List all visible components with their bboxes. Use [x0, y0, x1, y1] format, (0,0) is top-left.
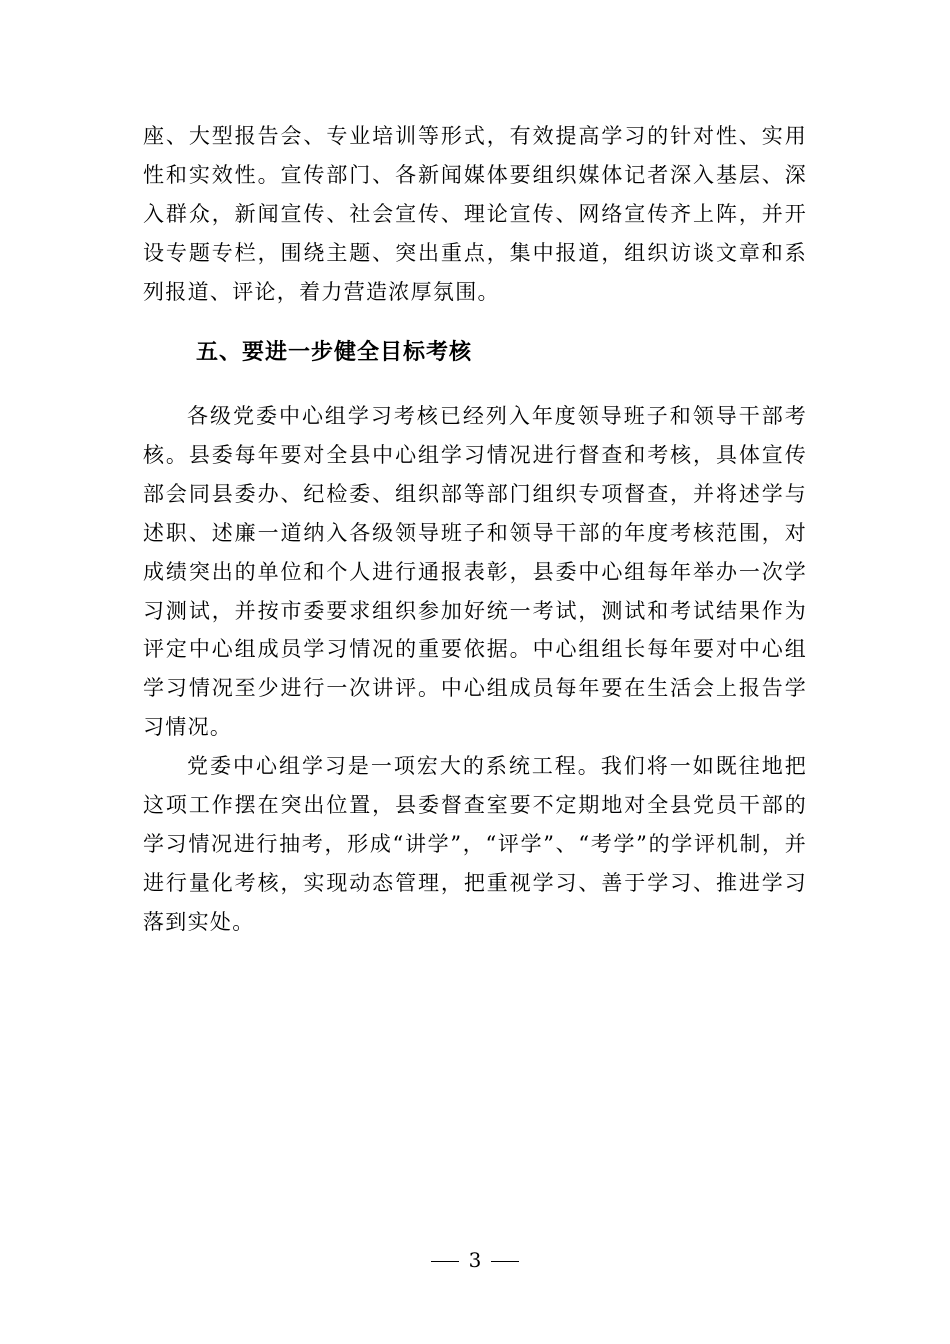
page-number: 3 — [468, 1248, 482, 1272]
paragraph-continued: 座、大型报告会、专业培训等形式，有效提高学习的针对性、实用性和实效性。宣传部门、各新闻媒体要组织媒体记者深入基层、深入群众，新闻宣传、社会宣传、理论宣传、网络宣传齐上阵，并开设专题专栏，围绕主题、突出重点，集中报道，组织访谈文章和系列报道、评论，着力营造浓厚氛围。 — [143, 124, 807, 304]
section-body — [143, 397, 807, 942]
page-footer — [0, 1246, 950, 1274]
footer-dash-left — [431, 1261, 459, 1262]
paragraph: 各级党委中心组学习考核已经列入年度领导班子和领导干部考核。县委每年要对全县中心组学习情况进行督查和考核，具体宣传部会同县委办、纪检委、组织部等部门组织专项督查，并将述学与述职、述廉一道纳入各级领导班子和领导干部的年度考核范围，对成绩突出的单位和个人进行通报表彰，县委中心组每年举办一次学习测试，并按市委要求组织参加好统一考试，测试和考试结果作为评定中心组成员学习情况的重要依据。中心组组长每年要对中心组学习情况至少进行一次讲评。中心组成员每年要在生活会上报告学习情况。 — [143, 404, 807, 740]
paragraph: 党委中心组学习是一项宏大的系统工程。我们将一如既往地把这项工作摆在突出位置，县委督查室要不定期地对全县党员干部的学习情况进行抽考，形成“讲学”，“评学”、“考学”的学评机制，并进行量化考核，实现动态管理，把重视学习、善于学习、推进学习落到实处。 — [143, 754, 807, 934]
footer-dash-right — [491, 1261, 519, 1262]
section-heading: 五、要进一步健全目标考核 — [196, 340, 473, 365]
body-text-continued — [143, 117, 807, 312]
